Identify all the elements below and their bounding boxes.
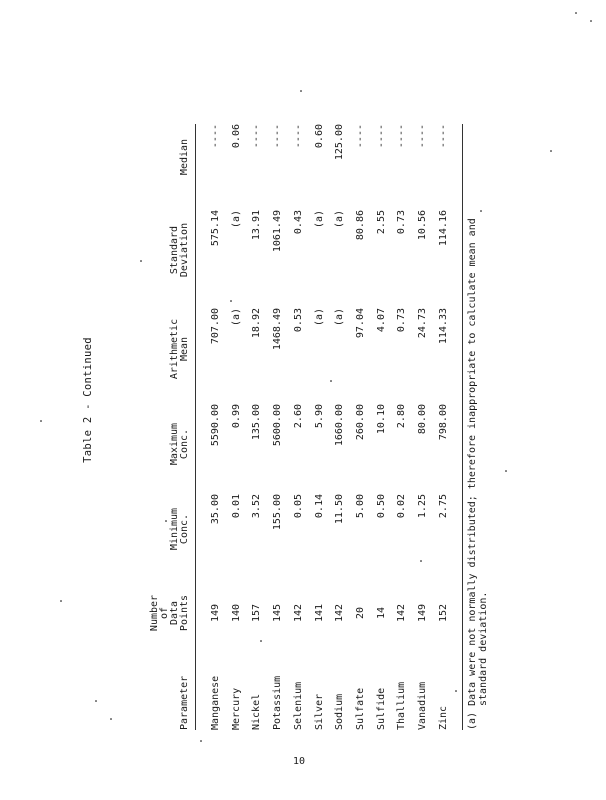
cell-maximum: 1660.00: [334, 404, 346, 447]
cell-std: 10.56: [417, 210, 428, 241]
cell-median: ----: [375, 124, 387, 149]
cell-parameter: Mercury: [230, 687, 242, 730]
cell-minimum: 0.05: [292, 494, 304, 519]
scan-speck: [95, 700, 97, 702]
column-header-mean: Mean: [179, 336, 190, 362]
cell-data-points: 142: [396, 603, 408, 623]
cell-median: ----: [417, 124, 428, 149]
column-header-data-points: of: [159, 606, 170, 620]
cell-median: ----: [354, 124, 366, 149]
cell-std: (a): [313, 210, 325, 229]
column-header-data-points: Data: [169, 600, 180, 626]
cell-maximum: 10.10: [375, 404, 387, 435]
cell-minimum: 1.25: [417, 494, 428, 519]
cell-std: 1061.49: [272, 210, 284, 253]
scan-speck: [505, 470, 507, 472]
cell-minimum: 0.14: [313, 494, 325, 519]
cell-std: 114.16: [437, 210, 449, 247]
cell-mean: 18.92: [251, 308, 263, 339]
scan-speck: [420, 560, 422, 562]
cell-maximum: 135.00: [251, 404, 263, 441]
cell-std: 575.14: [210, 210, 221, 247]
scan-speck: [200, 740, 202, 742]
cell-maximum: 5590.00: [210, 404, 221, 447]
cell-mean: (a): [313, 308, 325, 327]
cell-minimum: 5.00: [354, 494, 366, 519]
cell-maximum: 0.99: [230, 404, 242, 429]
cell-data-points: 157: [251, 603, 263, 623]
cell-mean: 0.53: [292, 308, 304, 333]
column-header-std: Deviation: [179, 222, 190, 278]
footnote-line: standard deviation.: [478, 591, 489, 706]
cell-mean: 1468.49: [272, 308, 284, 351]
cell-median: ----: [210, 124, 221, 149]
table-footnote: [467, 218, 489, 730]
cell-data-points: 141: [313, 603, 325, 623]
cell-parameter: Sulfate: [354, 687, 366, 730]
cell-std: 80.86: [354, 210, 366, 241]
cell-median: ----: [251, 124, 263, 149]
cell-maximum: 2.80: [396, 404, 408, 429]
cell-data-points: 149: [210, 603, 221, 623]
cell-parameter: Manganese: [210, 675, 221, 730]
cell-std: (a): [230, 210, 242, 229]
cell-data-points: 152: [437, 603, 449, 623]
cell-mean: 707.00: [210, 308, 221, 345]
footnote-line: (a) Data were not normally distributed; therefore inappropriate to calculate mean and: [467, 218, 478, 730]
cell-median: ----: [437, 124, 449, 149]
header-rule: [195, 124, 196, 730]
cell-parameter: Nickel: [251, 693, 263, 730]
cell-parameter: Potassium: [272, 675, 284, 730]
cell-maximum: 798.00: [437, 404, 449, 441]
cell-minimum: 0.02: [396, 494, 408, 519]
scan-speck: [60, 600, 62, 602]
scan-speck: [165, 520, 167, 522]
scan-speck: [455, 690, 457, 692]
cell-minimum: 0.50: [375, 494, 387, 519]
cell-median: 0.60: [313, 124, 325, 149]
cell-mean: 0.73: [396, 308, 408, 333]
cell-std: 0.73: [396, 210, 408, 235]
scan-speck: [260, 640, 262, 642]
column-header-data-points: Points: [179, 594, 190, 632]
cell-minimum: 11.50: [334, 494, 346, 525]
cell-maximum: 2.60: [292, 404, 304, 429]
scan-speck: [590, 20, 592, 22]
cell-minimum: 2.75: [437, 494, 449, 519]
cell-std: 0.43: [292, 210, 304, 235]
cell-mean: 24.73: [417, 308, 428, 339]
scan-speck: [300, 90, 302, 92]
cell-parameter: Thallium: [396, 681, 408, 730]
cell-maximum: 5600.00: [272, 404, 284, 447]
column-header-median: Median: [179, 138, 190, 176]
scan-speck: [330, 380, 332, 382]
column-header-minimum: Minimum: [169, 507, 180, 551]
scan-speck: [575, 12, 577, 14]
cell-mean: (a): [334, 308, 346, 327]
scan-speck: [480, 210, 482, 212]
scan-speck: [110, 718, 112, 720]
column-header-minimum: Conc.: [179, 513, 190, 545]
scan-speck: [230, 300, 232, 302]
cell-std: 2.55: [375, 210, 387, 235]
cell-median: 125.00: [334, 124, 346, 161]
cell-minimum: 3.52: [251, 494, 263, 519]
cell-std: 13.91: [251, 210, 263, 241]
cell-std: (a): [334, 210, 346, 229]
cell-minimum: 0.01: [230, 494, 242, 519]
cell-data-points: 14: [375, 606, 387, 620]
cell-parameter: Sulfide: [375, 687, 387, 730]
cell-data-points: 142: [334, 603, 346, 623]
cell-data-points: 20: [354, 606, 366, 620]
cell-minimum: 35.00: [210, 494, 221, 525]
cell-parameter: Sodium: [334, 693, 346, 730]
column-header-maximum: Maximum: [169, 422, 180, 466]
column-header-parameter: Parameter: [179, 675, 190, 730]
cell-maximum: 80.00: [417, 404, 428, 435]
cell-parameter: Silver: [313, 693, 325, 730]
cell-median: ----: [292, 124, 304, 149]
cell-data-points: 145: [272, 603, 284, 623]
column-header-data-points: Number: [149, 594, 160, 632]
cell-median: 0.06: [230, 124, 242, 149]
cell-mean: 97.04: [354, 308, 366, 339]
scan-speck: [550, 150, 552, 152]
cell-maximum: 260.00: [354, 404, 366, 441]
table-title: Table 2 - Continued: [82, 337, 94, 463]
scan-speck: [40, 420, 42, 422]
rotated-table-page: [82, 50, 522, 750]
cell-mean: 114.33: [437, 308, 449, 345]
cell-parameter: Selenium: [292, 681, 304, 730]
cell-median: ----: [272, 124, 284, 149]
cell-maximum: 5.90: [313, 404, 325, 429]
cell-data-points: 142: [292, 603, 304, 623]
cell-mean: (a): [230, 308, 242, 327]
table-bottom-rule: [462, 124, 463, 730]
cell-parameter: Vanadium: [417, 681, 428, 730]
cell-mean: 4.07: [375, 308, 387, 333]
column-header-std: Standard: [169, 225, 180, 275]
cell-minimum: 155.00: [272, 494, 284, 531]
column-header-maximum: Conc.: [179, 428, 190, 460]
column-header-mean: Arithmetic: [169, 318, 180, 380]
cell-data-points: 140: [230, 603, 242, 623]
cell-parameter: Zinc: [437, 705, 449, 730]
cell-data-points: 149: [417, 603, 428, 623]
page-number: 10: [293, 756, 306, 767]
cell-median: ----: [396, 124, 408, 149]
scan-speck: [140, 260, 142, 262]
